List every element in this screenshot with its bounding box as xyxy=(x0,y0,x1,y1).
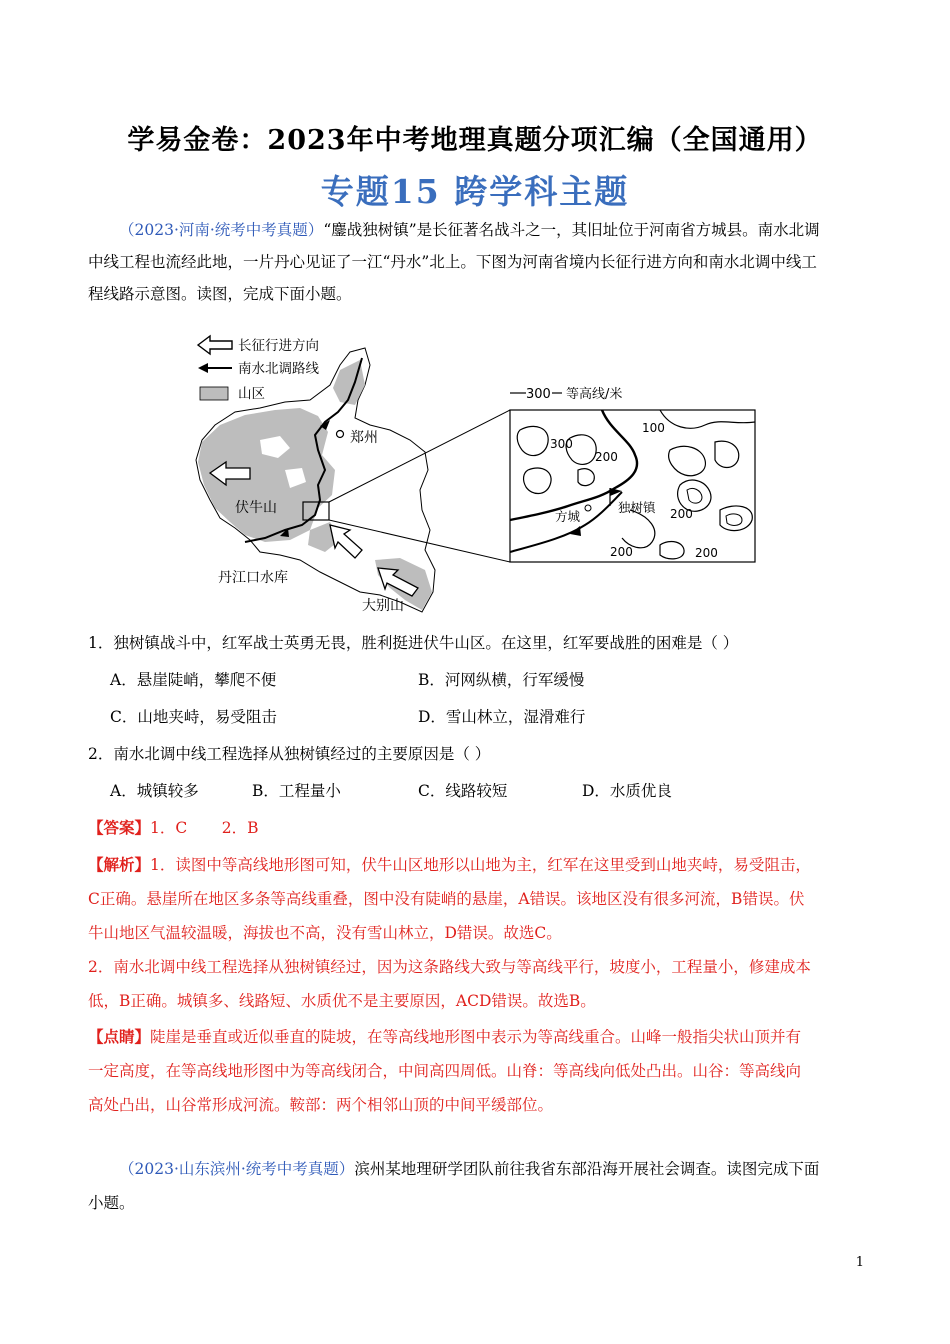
analysis-text: 2．南水北调中线工程选择从独树镇经过，因为这条路线大致与等高线平行，坡度小，工程量小，修建成本 xyxy=(88,958,811,976)
march-arrow-icon xyxy=(198,336,232,354)
q2-option-c: C．线路较短 xyxy=(418,782,508,800)
analysis-text: 1．读图中等高线地形图可知，伏牛山区地形以山地为主，红军在这里受到山地夹峙，易受阻击， xyxy=(150,856,811,874)
tip-label: 【点睛】 xyxy=(88,1027,151,1046)
intro-text: 小题。 xyxy=(88,1194,135,1212)
q1-option-b: B．河网纵横，行军缓慢 xyxy=(418,671,585,689)
q2-option-d: D．水质优良 xyxy=(582,782,672,800)
page-number: 1 xyxy=(855,1255,864,1270)
dabieshan-label: 大别山 xyxy=(362,598,404,614)
tip-block xyxy=(88,1020,864,1122)
analysis-text: 低，B正确。城镇多、线路短、水质优不是主要原因，ACD错误。故选B。 xyxy=(88,992,596,1010)
answer-line xyxy=(88,812,864,844)
analysis-label: 【解析】 xyxy=(88,855,151,874)
topic-subtitle: 专题15 跨学科主题 xyxy=(320,172,630,211)
intro-paragraph-1 xyxy=(88,214,864,310)
tip-text: 陡崖是垂直或近似垂直的陡坡，在等高线地形图中表示为等高线重合。山峰一般指尖状山顶并有 xyxy=(150,1028,802,1046)
page-title: 学易金卷：2023年中考地理真题分项汇编（全国通用） xyxy=(127,125,823,156)
contour-label: 200 xyxy=(670,507,693,521)
question-2-stem: 2．南水北调中线工程选择从独树镇经过的主要原因是（ ） xyxy=(88,745,491,763)
contour-legend-value: 300 xyxy=(526,387,551,402)
dushuzhen-label: 独树镇 xyxy=(618,500,656,515)
source-tag: （2023·河南·统考中考真题） xyxy=(119,221,324,239)
zhengzhou-label: 郑州 xyxy=(350,430,378,446)
contour-label: 300 xyxy=(550,437,573,451)
fangcheng-label: 方城 xyxy=(555,509,581,524)
q1-option-d: D．雪山林立，湿滑难行 xyxy=(418,708,586,726)
answer-text: 1．C 2．B xyxy=(150,819,259,837)
q1-option-c: C．山地夹峙，易受阻击 xyxy=(110,708,277,726)
analysis-block xyxy=(88,848,864,1018)
answer-label: 【答案】 xyxy=(88,818,151,837)
q2-option-a: A．城镇较多 xyxy=(110,782,199,800)
funiushan-label: 伏牛山 xyxy=(235,500,277,516)
contour-legend-label: 等高线/米 xyxy=(566,387,623,402)
contour-label: 100 xyxy=(642,421,665,435)
zhengzhou-marker xyxy=(337,431,344,438)
legend-march-label: 长征行进方向 xyxy=(238,338,319,354)
intro-text: 中线工程也流经此地，一片丹心见证了一江“丹水”北上。下图为河南省境内长征行进方向和南水北调中线工 xyxy=(88,253,817,271)
henan-map-figure xyxy=(190,330,765,615)
contour-label: 200 xyxy=(610,545,633,559)
q2-option-b: B．工程量小 xyxy=(252,782,341,800)
intro-text: 程线路示意图。读图，完成下面小题。 xyxy=(88,285,352,303)
analysis-text: 牛山地区气温较温暖，海拔也不高，没有雪山林立，D错误。故选C。 xyxy=(88,924,562,942)
intro-text: 滨州某地理研学团队前往我省东部沿海开展社会调查。读图完成下面 xyxy=(354,1160,820,1178)
mountain-area-icon xyxy=(200,387,228,400)
tip-text: 一定高度，在等高线地形图中为等高线闭合，中间高四周低。山脊：等高线向低处凸出。山谷：等高线向 xyxy=(88,1062,802,1080)
map-legend xyxy=(198,336,319,402)
tip-text: 高处凸出，山谷常形成河流。鞍部：两个相邻山顶的中间平缓部位。 xyxy=(88,1096,554,1114)
contour-inset xyxy=(510,386,755,562)
legend-route-label: 南水北调路线 xyxy=(238,361,319,377)
q1-option-a: A．悬崖陡峭，攀爬不便 xyxy=(110,671,277,689)
question-1-stem: 1．独树镇战斗中，红军战士英勇无畏，胜利挺进伏牛山区。在这里，红军要战胜的困难是（ ） xyxy=(88,634,739,652)
source-tag: （2023·山东滨州·统考中考真题） xyxy=(119,1160,355,1178)
contour-label: 200 xyxy=(595,450,618,464)
analysis-text: C正确。悬崖所在地区多条等高线重叠，图中没有陡峭的悬崖，A错误。该地区没有很多河流，B错误。伏 xyxy=(88,890,805,908)
danjiangkou-label: 丹江口水库 xyxy=(218,570,288,586)
contour-label: 200 xyxy=(695,546,718,560)
intro-paragraph-2 xyxy=(88,1152,864,1220)
intro-text: “鏖战独树镇”是长征著名战斗之一，其旧址位于河南省方城县。南水北调 xyxy=(323,221,820,239)
legend-mountain-label: 山区 xyxy=(238,386,265,402)
